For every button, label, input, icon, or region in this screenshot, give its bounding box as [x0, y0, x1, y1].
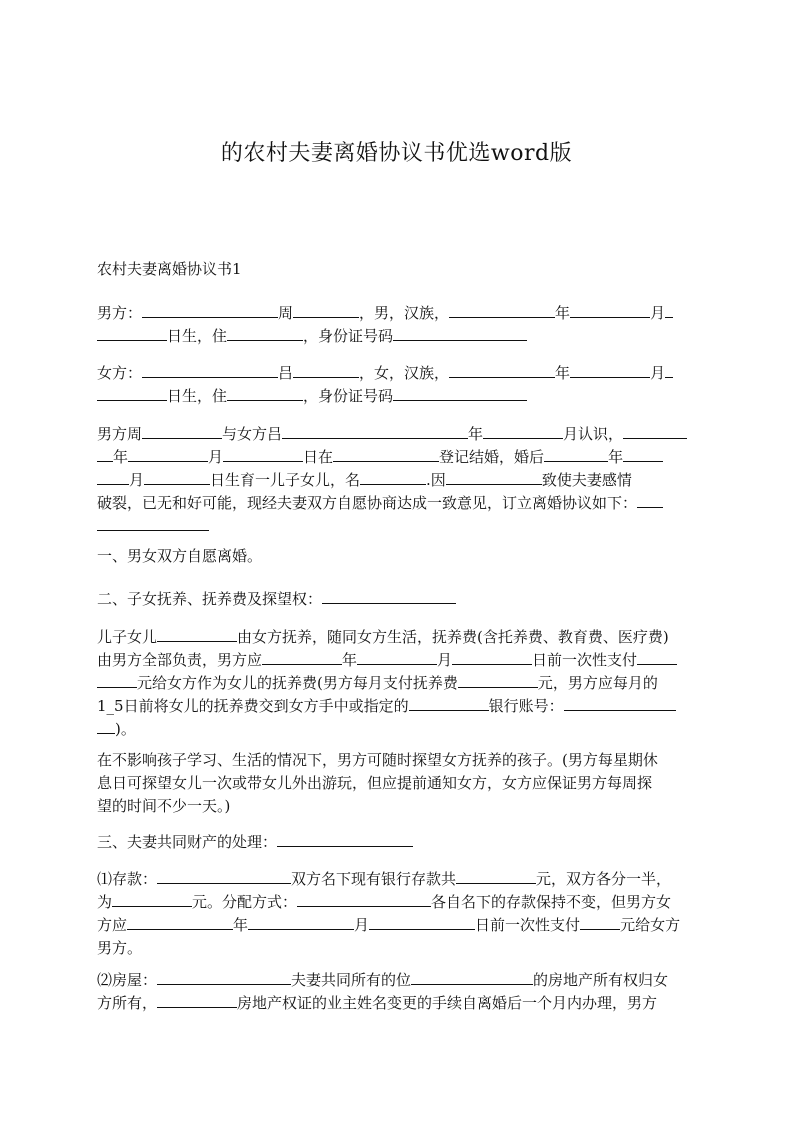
blank-field: [623, 446, 663, 462]
blank-field: [97, 718, 115, 734]
blank-field: [665, 362, 673, 378]
blank-field: [458, 672, 538, 688]
blank-field: [446, 469, 542, 485]
blank-field: [297, 891, 431, 907]
subtitle: 农村夫妻离婚协议书1: [97, 260, 242, 278]
intro-paragraph: 男方周 与女方吕 年 月认识， 年 月 日在 登记结婚，婚后 年 月 日生育一儿子女儿，名 .因 致使夫妻感情 破裂，已无和好可能，现经夫妻双方自愿协商达成一致意见，订立离婚协议如下：: [97, 423, 701, 538]
blank-field: [97, 325, 167, 341]
blank-field: [564, 695, 676, 711]
blank-field: [112, 891, 192, 907]
blank-field: [637, 649, 677, 665]
blank-field: [360, 469, 426, 485]
section-two: 二、子女抚养、抚养费及探望权：: [97, 588, 701, 611]
blank-field: [452, 649, 532, 665]
blank-field: [580, 914, 620, 930]
blank-field: [623, 423, 687, 439]
blank-field: [293, 302, 359, 318]
blank-field: [97, 446, 113, 462]
blank-field: [97, 672, 137, 688]
blank-field: [144, 469, 210, 485]
blank-field: [665, 302, 673, 318]
blank-field: [223, 446, 303, 462]
blank-field: [277, 831, 413, 847]
blank-field: [157, 868, 291, 884]
blank-field: [142, 302, 278, 318]
house-paragraph: ⑵房屋： 夫妻共同所有的位 的房地产所有权归女 方所有， 房地产权证的业主姓名变更的手续自离婚后一个月内办理，男方: [97, 971, 669, 1012]
blank-field: [456, 868, 536, 884]
blank-field: [282, 423, 468, 439]
blank-field: [544, 446, 608, 462]
blank-field: [637, 492, 663, 508]
blank-field: [248, 914, 354, 930]
blank-field: [262, 649, 342, 665]
blank-field: [157, 626, 237, 642]
male-party-paragraph: 男方： 周 ，男，汉族， 年 月 日生，住 ，身份证号码: [97, 302, 701, 348]
blank-field: [409, 695, 489, 711]
blank-field: [369, 914, 475, 930]
blank-field: [127, 914, 233, 930]
blank-field: [142, 423, 222, 439]
visitation-paragraph: 在不影响孩子学习、生活的情况下，男方可随时探望女方抚养的孩子。(男方每星期休 息日可探望女儿一次或带女儿外出游玩，但应提前通知女方，女方应保证男方每周探 望的时间不少一天。): [97, 751, 658, 815]
blank-field: [293, 362, 359, 378]
blank-field: [97, 385, 167, 401]
blank-field: [411, 969, 533, 985]
female-party-paragraph: 女方： 吕 ，女，汉族， 年 月 日生，住 ，身份证号码: [97, 362, 701, 408]
blank-field: [142, 362, 278, 378]
blank-field: [483, 423, 563, 439]
deposit-paragraph: ⑴存款： 双方名下现有银行存款共 元，双方各分一半， 为 元。分配方式： 各自名下的存款保持不变，但男方女 方应 年 月 日前一次性支付 元给女方 男方。: [97, 870, 681, 957]
blank-field: [449, 362, 555, 378]
blank-field: [333, 446, 439, 462]
blank-field: [322, 588, 456, 604]
section-one: 一、男女双方自愿离婚。: [97, 547, 263, 565]
blank-field: [97, 469, 129, 485]
blank-field: [570, 302, 650, 318]
blank-field: [449, 302, 555, 318]
blank-field: [227, 325, 303, 341]
section-three: 三、夫妻共同财产的处理：: [97, 831, 701, 854]
blank-field: [393, 325, 527, 341]
blank-field: [157, 992, 237, 1008]
blank-field: [97, 515, 209, 531]
blank-field: [227, 385, 303, 401]
blank-field: [570, 362, 650, 378]
blank-field: [128, 446, 208, 462]
document-title: 的农村夫妻离婚协议书优选word版: [220, 141, 573, 166]
blank-field: [357, 649, 437, 665]
child-support-paragraph: 儿子女儿 由女方抚养，随同女方生活，抚养费(含托养费、教育费、医疗费) 由男方全部负责，男方应 年 月 日前一次性支付 元给女方作为女儿的抚养费(男方每月支付抚养费 元，男方应每月的 1_5日前将女儿的抚养费交到女方手中或指定的 银行账号： )。: [97, 626, 701, 741]
blank-field: [393, 385, 527, 401]
blank-field: [157, 969, 291, 985]
